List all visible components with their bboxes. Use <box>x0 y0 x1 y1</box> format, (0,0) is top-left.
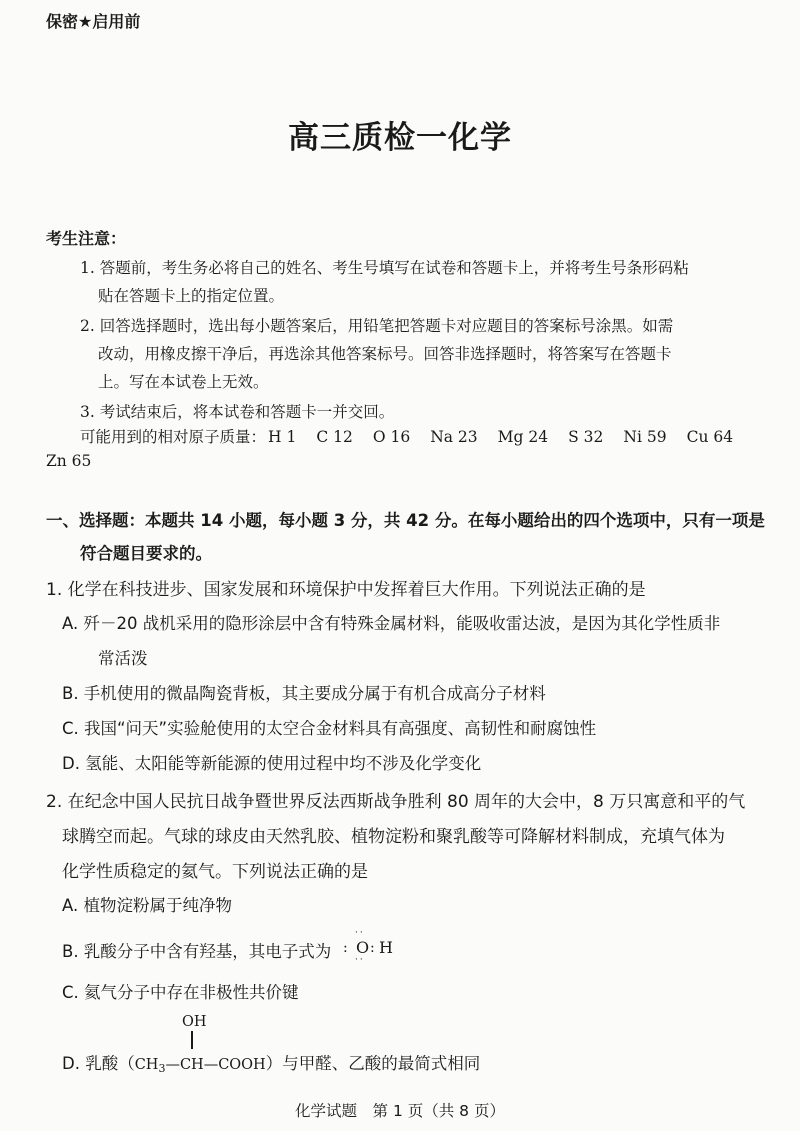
question-1-option-a-line-1: A. 歼－20 战机采用的隐形涂层中含有特殊金属材料，能吸收雷达波，是因为其化学性质非 <box>62 614 721 633</box>
notice-item-3-line-1: 3. 考试结束后，将本试卷和答题卡一并交回。 <box>80 403 395 421</box>
hydroxyl-bond-line <box>191 1031 193 1049</box>
page-footer: 化学试题 第 1 页（共 8 页） <box>295 1102 505 1120</box>
atomic-mass-s: S 32 <box>568 428 604 446</box>
atomic-mass-cu: Cu 64 <box>686 428 734 446</box>
atomic-mass-row <box>80 425 733 447</box>
lactic-acid-chain: —CH—COOH <box>165 1057 266 1073</box>
lactic-acid-ch3: CH <box>134 1057 159 1073</box>
atomic-mass-ni: Ni 59 <box>623 428 667 446</box>
notice-item-1-line-2: 贴在答题卡上的指定位置。 <box>98 287 285 305</box>
electron-formula-hydrogen: H <box>379 938 393 957</box>
question-2-option-b <box>62 938 331 962</box>
question-2-stem-line-1: 2. 在纪念中国人民抗日战争暨世界反法西斯战争胜利 80 周年的大会中，8 万只寓意和平的气 <box>46 792 746 812</box>
question-2-stem-line-2: 球腾空而起。气球的球皮由天然乳胶、植物淀粉和聚乳酸等可降解材料制成，充填气体为 <box>62 827 725 847</box>
question-1-option-a-line-2: 常活泼 <box>98 649 148 668</box>
question-2-option-d-suffix: ）与甲醛、乙酸的最简式相同 <box>265 1054 481 1073</box>
notice-item-2-line-3: 上。写在本试卷上无效。 <box>98 373 269 391</box>
hydroxyl-group-label: OH <box>182 1014 207 1030</box>
notice-item-1-line-1: 1. 答题前，考生务必将自己的姓名、考生号填写在试卷和答题卡上，并将考生号条形码粘 <box>80 259 689 277</box>
question-1-option-b: B. 手机使用的微晶陶瓷背板，其主要成分属于有机合成高分子材料 <box>62 684 546 703</box>
section-1-heading-line-2: 符合题目要求的。 <box>80 544 212 563</box>
question-1-option-c: C. 我国“问天”实验舱使用的太空合金材料具有高强度、高韧性和耐腐蚀性 <box>62 719 597 738</box>
confidential-label: 保密★启用前 <box>46 12 141 31</box>
notice-item-2-line-2: 改动，用橡皮擦干净后，再选涂其他答案标号。回答非选择题时，将答案写在答题卡 <box>98 345 672 363</box>
atomic-mass-h: H 1 <box>268 428 297 446</box>
electron-formula-oxygen: O <box>356 938 370 957</box>
question-2-option-d <box>62 1050 480 1075</box>
question-2-stem-line-3: 化学性质稳定的氦气。下列说法正确的是 <box>62 862 368 882</box>
electron-formula <box>343 928 403 968</box>
page-title: 高三质检一化学 <box>288 120 512 156</box>
atomic-mass-label: 可能用到的相对原子质量： <box>80 428 267 446</box>
question-2-option-a: A. 植物淀粉属于纯净物 <box>62 896 232 915</box>
notice-heading: 考生注意： <box>46 229 127 248</box>
atomic-mass-o: O 16 <box>372 428 411 446</box>
notice-item-2-line-1: 2. 回答选择题时，选出每小题答案后，用铅笔把答题卡对应题目的答案标号涂黑。如需 <box>80 317 674 335</box>
question-1-option-d: D. 氢能、太阳能等新能源的使用过程中均不涉及化学变化 <box>62 754 482 773</box>
atomic-mass-c: C 12 <box>316 428 353 446</box>
question-2-option-b-text: B. 乳酸分子中含有羟基，其电子式为 <box>62 942 332 961</box>
electron-pair-top-dots: ·· <box>355 928 365 938</box>
atomic-mass-na: Na 23 <box>430 428 478 446</box>
electron-pair-shared-dots: : <box>370 940 375 956</box>
lactic-acid-subscript-3: 3 <box>158 1062 166 1075</box>
question-2-option-d-prefix: D. 乳酸（ <box>62 1054 135 1073</box>
question-1-stem: 1. 化学在科技进步、国家发展和环境保护中发挥着巨大作用。下列说法正确的是 <box>46 580 646 600</box>
question-2-option-c: C. 氦气分子中存在非极性共价键 <box>62 983 299 1002</box>
electron-pair-bottom-dots: ·· <box>355 955 365 965</box>
electron-pair-left-dots: : <box>343 940 348 956</box>
atomic-mass-zn: Zn 65 <box>46 452 92 470</box>
atomic-mass-mg: Mg 24 <box>497 428 549 446</box>
section-1-heading-line-1: 一、选择题：本题共 14 小题，每小题 3 分，共 42 分。在每小题给出的四个选项中，只有一项是 <box>46 511 765 530</box>
